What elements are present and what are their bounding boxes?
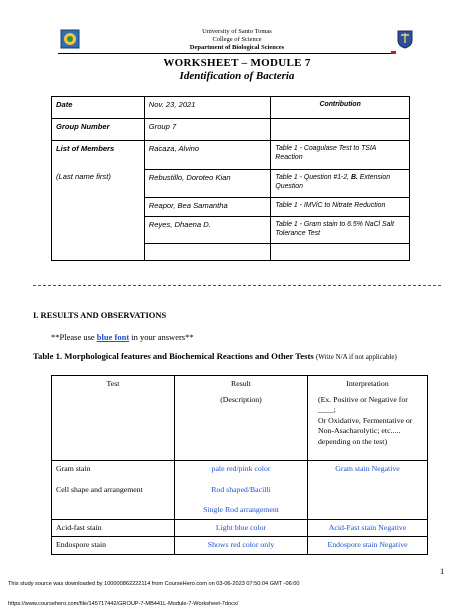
member-contribution (271, 169, 410, 197)
member-row (52, 141, 410, 170)
member-row-empty (52, 243, 410, 261)
members-label-spacer (52, 216, 145, 243)
member-name: Reyes, Dhaena D. (144, 216, 271, 243)
contribution-text: Extension Question (275, 173, 391, 190)
guide-line: (Ex. Positive or Negative for ____; (318, 394, 408, 414)
test-header (52, 376, 175, 461)
guide-line: Non-Asacharolytic; etc..... (318, 426, 401, 435)
members-label-spacer (52, 243, 145, 261)
test-cell: Endospore stain (52, 537, 175, 555)
section-divider (33, 285, 441, 286)
department-name: Department of Biological Sciences (189, 44, 285, 51)
result-header-sub: (Description) (220, 394, 262, 404)
document-header (0, 28, 474, 52)
interpretation-value: Gram stain Negative (335, 464, 400, 473)
worksheet-title: WORKSHEET – MODULE 7 (163, 57, 311, 69)
guide-line: Or Oxidative, Fermentative or (318, 415, 413, 425)
members-label-cell (52, 141, 145, 170)
member-contribution-empty (271, 243, 410, 261)
page-number: 1 (440, 566, 445, 576)
interpretation-guide (312, 395, 423, 448)
header-rule (58, 53, 391, 54)
date-label: Date (52, 97, 145, 119)
result-header-label: Result (231, 379, 251, 388)
member-contribution: Table 1 - Coagulase Test to TSIA Reaction (271, 141, 410, 170)
interpretation-header (308, 376, 428, 461)
group-row (52, 119, 410, 141)
result-value: pale red/pink color (211, 464, 271, 473)
members-sub-cell (52, 169, 145, 197)
contribution-text: Table 1 - Question #1-2, (275, 173, 351, 181)
member-contribution: Table 1 - IMViC to Nitrate Reduction (271, 197, 410, 216)
test-cell (52, 461, 175, 520)
contribution-header: Contribution (271, 97, 410, 119)
date-row (52, 97, 410, 119)
result-cell (175, 461, 308, 520)
table-caption-note: (Write N/A if not applicable) (315, 353, 397, 361)
results-header-row (52, 376, 428, 461)
members-label: List of Members (56, 144, 115, 153)
result-value: Single Rod arrangement (203, 505, 279, 514)
college-name: College of Science (212, 36, 262, 43)
guide-line: depending on the test) (318, 436, 388, 446)
result-cell: Shows red color only (175, 537, 308, 555)
member-name-empty (144, 243, 271, 261)
member-name: Racaza, Alvino (144, 141, 271, 170)
interpretation-cell: Acid-Fast stain Negative (308, 519, 428, 537)
instruction-line (51, 332, 194, 342)
header-accent-bar (391, 51, 396, 54)
table-caption-title: Table 1. Morphological features and Biochemical Reactions and Other Tests (33, 351, 314, 361)
test-name: Gram stain (56, 464, 91, 473)
university-name: University of Santo Tomas (202, 28, 272, 35)
interpretation-header-label: Interpretation (346, 379, 389, 388)
result-header (175, 376, 308, 461)
member-contribution: Table 1 - Gram stain to 6.5% NaCl Salt Tolerance Test (271, 216, 410, 243)
section-heading: I. RESULTS AND OBSERVATIONS (33, 310, 167, 320)
blue-font-emphasis: blue font (96, 332, 130, 342)
test-name: Cell shape and arrangement (56, 484, 143, 494)
group-label: Group Number (52, 119, 145, 141)
interpretation-cell: Endospore stain Negative (308, 537, 428, 555)
table-row (52, 537, 428, 555)
result-cell: Light blue color (175, 519, 308, 537)
result-value: Rod shaped/Bacilli (211, 484, 271, 494)
test-header-label: Test (106, 379, 120, 388)
group-info-table (51, 96, 410, 261)
instruction-text: **Please use (51, 332, 97, 342)
contribution-bold: B. (350, 173, 358, 181)
download-notice: This study source was downloaded by 100000862222114 from CourseHero.com on 03-06-2023 07:50:04 GMT -06:00 (8, 581, 300, 587)
table-row (52, 519, 428, 537)
member-name: Reapor, Bea Samantha (144, 197, 271, 216)
results-table (51, 375, 428, 555)
member-row (52, 216, 410, 243)
instruction-text: in your answers** (129, 332, 194, 342)
table-caption (33, 351, 443, 362)
source-url[interactable]: https://www.coursehero.com/file/145717442/GROUP-7-MB441L-Module-7-Worksheet-7docx/ (8, 601, 239, 607)
group-contribution-cell (271, 119, 410, 141)
table-row (52, 461, 428, 520)
test-cell: Acid-fast stain (52, 519, 175, 537)
group-value: Group 7 (144, 119, 271, 141)
date-value: Nov. 23, 2021 (144, 97, 271, 119)
member-name: Rebustillo, Doroteo Kian (144, 169, 271, 197)
member-row (52, 169, 410, 197)
members-sublabel: (Last name first) (56, 172, 111, 181)
members-label-spacer (52, 197, 145, 216)
member-row (52, 197, 410, 216)
worksheet-subtitle: Identification of Bacteria (179, 70, 295, 82)
interpretation-cell (308, 461, 428, 520)
